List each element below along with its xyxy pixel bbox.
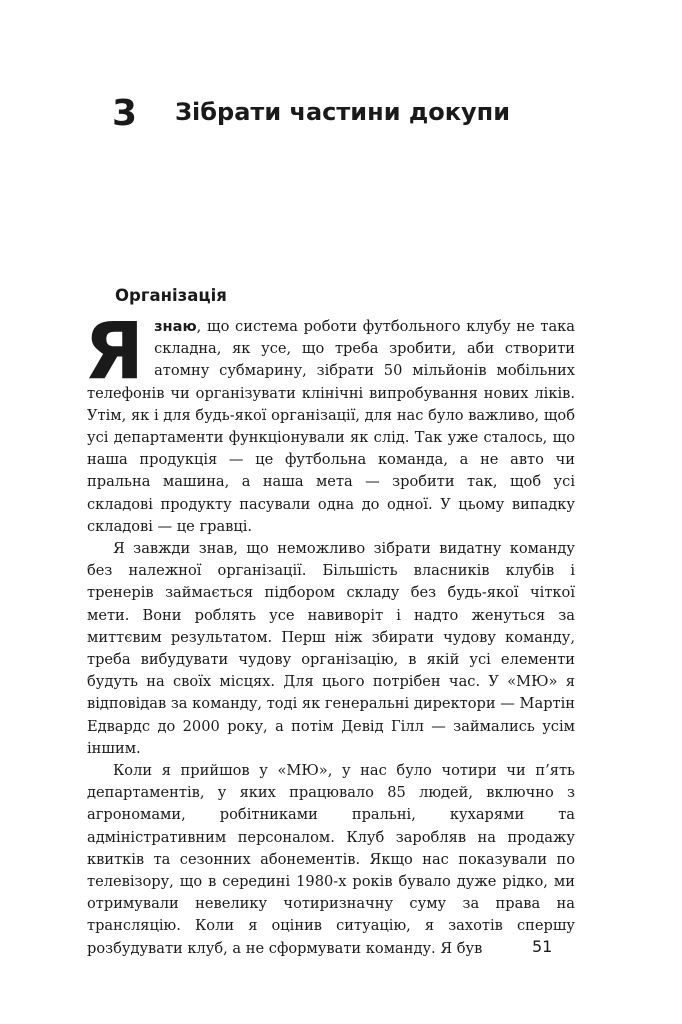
chapter-title: Зібрати частини докупи xyxy=(175,98,511,126)
drop-cap: Я xyxy=(84,307,145,397)
lead-word: знаю xyxy=(154,318,197,335)
paragraph-3: Коли я прийшов у «МЮ», у нас було чотири чи п’ять департаментів, у яких працювало 85 людей, включно з агрономами, робітниками пральні, кухарями та адміністративним персоналом. Клуб заробляв на продажу квитків та сезонних абонементів. Якщо нас показували по телевізору, що в середині 1980-х років бувало дуже рідко, ми отримували невелику чотиризначну суму за права на трансляцію. Коли я оцінив ситуацію, я захотів спершу розбудувати клуб, а не сформувати команду. Я був xyxy=(87,762,575,957)
paragraph-2: Я завжди знав, що неможливо зібрати видатну команду без належної організації. Більшість власників клубів і тренерів займається підбором складу без будь-якої чіткої мети. Вони роблять усе навиворіт і надто женуться за миттєвим результатом. Перш ніж збирати чудову команду, треба вибудувати чудову організацію, в якій усі елементи будуть на своїх місцях. Для цього потрібен час. У «МЮ» я відповідав за команду, тоді як генеральні директори — Мартін Едвардс до 2000 року, а потім Девід Гілл — займались усім іншим. xyxy=(87,540,575,757)
chapter-number: 3 xyxy=(112,93,138,134)
body-text xyxy=(84,307,575,960)
page-number: 51 xyxy=(532,937,553,956)
paragraph-1 xyxy=(84,307,575,538)
paragraph-1-text: , що система роботи футбольного клубу не така складна, як усе, що треба зробити, аби створити атомну субмарину, зібрати 50 мільйонів мобільних телефонів чи організувати клінічні випробування нових ліків. Утім, як і для будь-якої організації, для нас було важливо, щоб усі департаменти функціонували як слід. Так уже сталось, що наша продукція — це футбольна команда, а не авто чи пральна машина, а наша мета — зробити так, щоб усі складові продукту пасували одна до одної. У цьому випадку складові — це гравці. xyxy=(87,318,575,535)
section-heading: Організація xyxy=(115,286,227,305)
